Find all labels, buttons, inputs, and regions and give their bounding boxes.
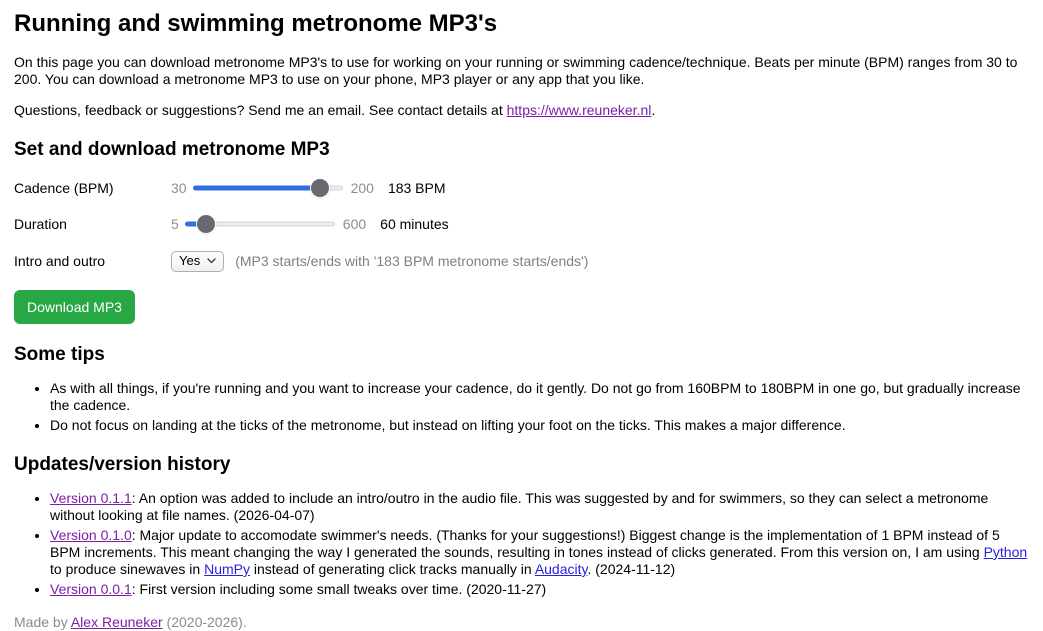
duration-max-label: 600 — [342, 215, 367, 232]
intro-outro-select[interactable] — [171, 251, 224, 272]
version-0-1-0-text-3: instead of generating click tracks manually in — [250, 561, 535, 577]
section-heading-set-download: Set and download metronome MP3 — [14, 139, 330, 160]
duration-slider[interactable] — [185, 215, 335, 233]
duration-row — [14, 215, 1029, 233]
version-0-1-0-link[interactable]: Version 0.1.0 — [50, 527, 132, 543]
cadence-value: 183 BPM — [387, 179, 446, 196]
version-0-0-1-text: : First version including some small tweaks over time. (2020-11-27) — [131, 581, 547, 597]
version-0-0-1-link[interactable]: Version 0.0.1 — [50, 581, 132, 597]
list-item: • Do not focus on landing at the ticks of the metronome, but instead on lifting your foot on the ticks. This makes a major difference. — [50, 417, 1029, 434]
version-0-1-1-link[interactable]: Version 0.1.1 — [50, 490, 132, 506]
duration-slider-thumb[interactable] — [197, 215, 215, 233]
intro-outro-row — [14, 251, 1029, 272]
cadence-row — [14, 179, 1029, 197]
contact-text-after: . — [651, 102, 656, 118]
duration-min-label: 5 — [171, 215, 179, 232]
updates-list — [14, 490, 1029, 598]
intro-outro-selected-value: Yes — [179, 253, 201, 268]
cadence-min-label: 30 — [171, 179, 187, 196]
intro-outro-hint: (MP3 starts/ends with '183 BPM metronome starts/ends') — [235, 253, 589, 269]
duration-value: 60 minutes — [380, 215, 449, 232]
duration-label: Duration — [14, 215, 67, 232]
cadence-slider[interactable] — [193, 179, 343, 197]
alex-reuneker-link[interactable]: Alex Reuneker — [70, 614, 163, 630]
footer — [14, 614, 1029, 631]
list-item — [50, 527, 1029, 578]
chevron-down-icon — [207, 258, 216, 264]
list-item: • As with all things, if you're running and you want to increase your cadence, do it gently. Do not go from 160BPM to 180BPM in one go, but gradually increase the cadence. — [50, 380, 1029, 414]
version-0-1-1-text: : An option was added to include an intro/outro in the audio file. This was suggested by and for swimmers, so they can select a metronome without looking at file names. (2026-04-07) — [50, 490, 989, 523]
metronome-form — [14, 179, 1029, 324]
contact-text-before: Questions, feedback or suggestions? Send me an email. See contact details at — [14, 102, 507, 118]
cadence-label: Cadence (BPM) — [14, 179, 114, 196]
page-title: Running and swimming metronome MP3's — [14, 10, 498, 37]
slider-fill — [193, 186, 321, 191]
reuneker-website-link[interactable]: https://www.reuneker.nl — [506, 102, 652, 118]
section-heading-tips: Some tips — [14, 344, 105, 365]
cadence-max-label: 200 — [350, 179, 374, 196]
footer-text-after: (2020-2026). — [162, 614, 247, 630]
version-0-1-0-text-1: : Major update to accomodate swimmer's needs. (Thanks for your suggestions!) Biggest change is the implementation of 1 BPM instead of 5 BPM increments. This meant changing the way I generated the sounds, resulting in tones instead of clicks generated. From this version on, I am using — [50, 527, 1000, 560]
intro-outro-label: Intro and outro — [14, 253, 106, 269]
python-link[interactable]: Python — [983, 544, 1028, 560]
contact-paragraph — [14, 102, 1029, 119]
cadence-slider-thumb[interactable] — [311, 179, 329, 197]
tips-list — [14, 380, 1029, 434]
version-0-1-0-text-4: . (2024-11-12) — [587, 561, 676, 577]
footer-text-before: Made by — [14, 614, 71, 630]
section-heading-updates: Updates/version history — [14, 454, 231, 475]
list-item — [50, 490, 1029, 524]
download-mp3-button[interactable]: Download MP3 — [14, 290, 135, 324]
intro-paragraph: On this page you can download metronome MP3's to use for working on your running or swimming cadence/technique. Beats per minute (BPM) ranges from 30 to 200. You can download a metronome MP3 to use on your phone, MP3 player or any app that you like. — [14, 54, 1018, 87]
numpy-link[interactable]: NumPy — [204, 561, 250, 577]
audacity-link[interactable]: Audacity — [534, 561, 588, 577]
list-item — [50, 581, 1029, 598]
version-0-1-0-text-2: to produce sinewaves in — [50, 561, 205, 577]
